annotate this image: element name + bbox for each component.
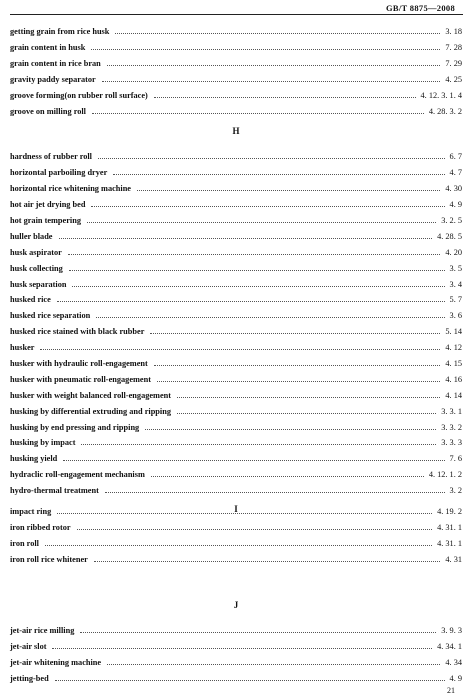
entry-reference: 4. 14 — [445, 390, 462, 400]
entry-reference: 4. 12. 1. 2 — [428, 470, 462, 480]
leader-dots — [113, 174, 444, 175]
section-letter: J — [233, 600, 239, 610]
entry-term: husk aspirator — [10, 247, 62, 257]
index-entry — [10, 197, 462, 213]
entry-reference: 4. 25 — [445, 75, 462, 85]
index-entry — [10, 371, 462, 387]
index-entry — [10, 419, 462, 435]
index-entry — [10, 276, 462, 292]
entry-term: husking by impact — [10, 438, 76, 448]
index-entry — [10, 356, 462, 372]
entry-reference: 5. 7 — [449, 295, 462, 305]
entry-term: husked rice separation — [10, 311, 91, 321]
index-entry — [10, 467, 462, 483]
leader-dots — [157, 381, 440, 382]
index-entry — [10, 655, 462, 671]
leader-dots — [57, 513, 432, 514]
leader-dots — [98, 158, 445, 159]
index-entry — [10, 451, 462, 467]
index-entry — [10, 504, 462, 520]
entry-reference: 3. 3. 3 — [441, 438, 462, 448]
index-entry — [10, 403, 462, 419]
index-entry — [10, 623, 462, 639]
entry-reference: 4. 28. 3. 2 — [428, 106, 462, 116]
entry-reference: 4. 31. 1 — [437, 523, 462, 533]
standard-header: GB/T 8875—2008 — [386, 3, 455, 13]
index-entry — [10, 324, 462, 340]
entry-term: impact ring — [10, 507, 52, 517]
leader-dots — [154, 365, 441, 366]
leader-dots — [102, 81, 441, 82]
entry-term: husk separation — [10, 279, 67, 289]
leader-dots — [69, 270, 445, 271]
page-number: 21 — [447, 686, 455, 695]
leader-dots — [81, 444, 436, 445]
index-section — [10, 24, 462, 119]
entry-reference: 3. 4 — [449, 279, 462, 289]
entry-term: hot grain tempering — [10, 216, 81, 225]
index-entry — [10, 671, 462, 687]
entry-reference: 3. 3. 1 — [441, 406, 462, 416]
entry-term: jet-air whitening machine — [10, 658, 102, 668]
leader-dots — [52, 648, 432, 649]
leader-dots — [63, 460, 444, 461]
leader-dots — [68, 254, 441, 255]
entry-term: husker with weight balanced roll-engagement — [10, 390, 172, 400]
index-entry — [10, 435, 462, 451]
index-entry — [10, 103, 462, 119]
entry-reference: 4. 20 — [445, 247, 462, 257]
index-entry — [10, 40, 462, 56]
leader-dots — [151, 476, 424, 477]
entry-reference: 4. 16 — [445, 374, 462, 384]
entry-reference: 4. 12. 3. 1. 4 — [420, 91, 462, 100]
entry-reference: 4. 19. 2 — [437, 507, 462, 517]
entry-term: husker with hydraulic roll-engagement — [10, 359, 148, 369]
entry-term: iron roll rice whitener — [10, 555, 88, 565]
entry-term: husking by differential extruding and ripping — [10, 406, 171, 416]
index-entry — [10, 387, 462, 403]
section-letter: I — [234, 504, 238, 514]
leader-dots — [154, 97, 416, 98]
index-entry — [10, 483, 462, 499]
leader-dots — [96, 317, 444, 318]
leader-dots — [59, 238, 433, 239]
entry-reference: 5. 14 — [445, 327, 462, 337]
entry-term: iron roll — [10, 539, 39, 549]
entry-term: husked rice — [10, 295, 51, 305]
leader-dots — [57, 301, 445, 302]
index-entry — [10, 244, 462, 260]
entry-reference: 7. 6 — [449, 454, 462, 464]
entry-term: husked rice stained with black rubber — [10, 327, 145, 337]
leader-dots — [72, 286, 444, 287]
leader-dots — [91, 206, 444, 207]
leader-dots — [92, 113, 424, 114]
leader-dots — [94, 561, 441, 562]
entry-reference: 4. 34. 1 — [437, 642, 462, 652]
entry-reference: 4. 28. 5 — [437, 231, 462, 241]
index-entry — [10, 536, 462, 552]
leader-dots — [177, 413, 436, 414]
entry-reference: 4. 9 — [449, 674, 462, 684]
leader-dots — [145, 429, 436, 430]
entry-term: hot air jet drying bed — [10, 200, 86, 210]
index-entry — [10, 56, 462, 72]
entry-reference: 4. 31 — [445, 555, 462, 565]
leader-dots — [45, 545, 432, 546]
index-entry — [10, 181, 462, 197]
entry-reference: 4. 34 — [445, 658, 462, 668]
entry-term: jet-air slot — [10, 642, 47, 652]
entry-reference: 4. 30 — [445, 184, 462, 194]
entry-term: husker — [10, 343, 35, 353]
entry-term: huller blade — [10, 231, 53, 241]
entry-reference: 7. 28 — [445, 43, 462, 53]
leader-dots — [177, 397, 440, 398]
index-entry — [10, 308, 462, 324]
entry-term: jetting-bed — [10, 674, 49, 684]
entry-reference: 4. 7 — [449, 168, 462, 178]
entry-reference: 3. 5 — [449, 263, 462, 273]
leader-dots — [105, 492, 445, 493]
entry-term: hardness of rubber roll — [10, 152, 92, 162]
entry-reference: 4. 12 — [445, 343, 462, 353]
entry-reference: 4. 9 — [449, 200, 462, 210]
index-entry — [10, 213, 462, 229]
entry-term: groove forming(on rubber roll surface) — [10, 91, 148, 100]
leader-dots — [137, 190, 440, 191]
entry-term: hydro-thermal treatment — [10, 486, 99, 496]
entry-reference: 4. 31. 1 — [437, 539, 462, 549]
entry-term: gravity paddy separator — [10, 75, 96, 85]
entry-reference: 3. 3. 2 — [441, 422, 462, 432]
index-entry — [10, 292, 462, 308]
index-entry — [10, 88, 462, 104]
leader-dots — [150, 333, 440, 334]
entry-term: groove on milling roll — [10, 106, 86, 116]
entry-reference: 3. 2 — [449, 486, 462, 496]
index-entry — [10, 340, 462, 356]
entry-term: grain content in rice bran — [10, 59, 101, 69]
entry-term: jet-air rice milling — [10, 626, 75, 636]
section-letter: H — [232, 126, 240, 136]
entry-reference: 3. 2. 5 — [441, 216, 462, 225]
header-rule — [10, 14, 463, 15]
leader-dots — [115, 33, 440, 34]
entry-term: iron ribbed rotor — [10, 523, 71, 533]
leader-dots — [87, 222, 436, 223]
index-entry — [10, 639, 462, 655]
index-section — [10, 149, 462, 499]
index-entry — [10, 149, 462, 165]
entry-reference: 3. 18 — [445, 27, 462, 37]
index-section — [10, 504, 462, 568]
index-entry — [10, 552, 462, 568]
leader-dots — [91, 49, 440, 50]
entry-reference: 4. 15 — [445, 359, 462, 369]
entry-term: horizontal rice whitening machine — [10, 184, 131, 194]
entry-term: getting grain from rice husk — [10, 27, 110, 37]
leader-dots — [55, 680, 445, 681]
index-section — [10, 623, 462, 687]
entry-term: husk collecting — [10, 263, 63, 273]
entry-term: hydraclic roll-engagement mechanism — [10, 470, 145, 480]
leader-dots — [77, 529, 433, 530]
leader-dots — [80, 632, 436, 633]
entry-term: horizontal parboiling dryer — [10, 168, 108, 178]
entry-term: grain content in husk — [10, 43, 86, 53]
entry-reference: 7. 29 — [445, 59, 462, 69]
index-entry — [10, 72, 462, 88]
entry-term: husking by end pressing and ripping — [10, 422, 140, 432]
index-entry — [10, 24, 462, 40]
entry-reference: 3. 6 — [449, 311, 462, 321]
leader-dots — [40, 349, 440, 350]
index-entry — [10, 228, 462, 244]
index-entry — [10, 260, 462, 276]
entry-term: husking yield — [10, 454, 58, 464]
index-entry — [10, 165, 462, 181]
entry-reference: 6. 7 — [449, 152, 462, 162]
entry-reference: 3. 9. 3 — [441, 626, 462, 636]
leader-dots — [107, 664, 440, 665]
entry-term: husker with pneumatic roll-engagement — [10, 374, 151, 384]
index-entry — [10, 520, 462, 536]
leader-dots — [107, 65, 441, 66]
